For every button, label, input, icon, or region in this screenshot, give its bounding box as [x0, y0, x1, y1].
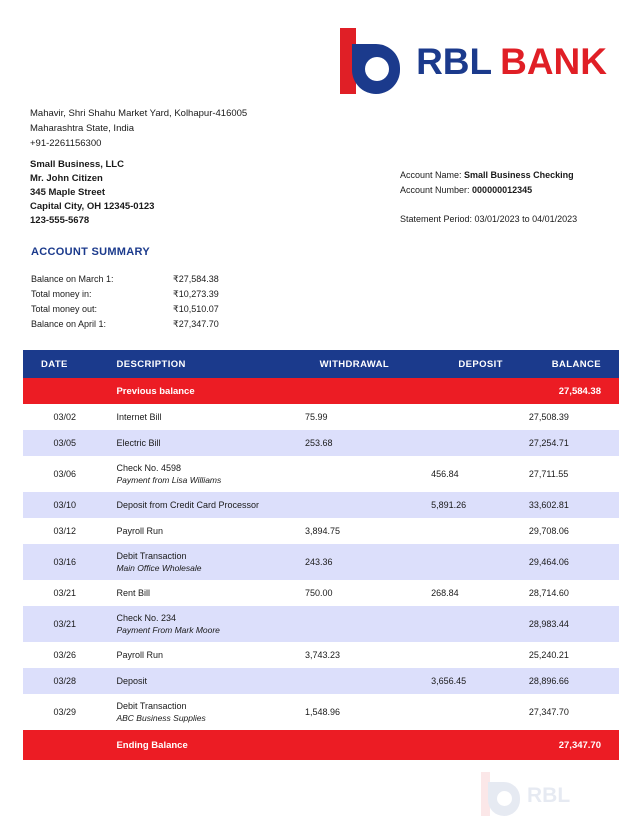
table-row — [23, 404, 619, 430]
ending-balance-date — [23, 730, 106, 760]
row-balance: 29,464.06 — [519, 544, 619, 580]
table-row — [23, 668, 619, 694]
summary-value: ₹10,273.39 — [173, 289, 219, 299]
header-date: DATE — [23, 350, 106, 378]
bank-logo — [340, 26, 607, 96]
watermark-logo — [455, 768, 625, 824]
row-withdrawal — [287, 606, 425, 642]
summary-row — [31, 272, 283, 287]
row-description — [106, 580, 286, 606]
row-description — [106, 492, 286, 518]
previous-balance-date — [23, 378, 106, 404]
row-deposit — [425, 404, 519, 430]
watermark-text: RBL — [527, 784, 571, 807]
ending-balance-withdrawal — [287, 730, 425, 760]
row-withdrawal: 253.68 — [287, 430, 425, 456]
summary-value: ₹27,584.38 — [173, 274, 219, 284]
row-withdrawal — [287, 456, 425, 492]
row-description — [106, 404, 286, 430]
row-balance: 33,602.81 — [519, 492, 619, 518]
summary-row — [31, 287, 283, 302]
table-row — [23, 544, 619, 580]
ending-balance-amount: 27,347.70 — [519, 730, 619, 760]
account-number-row — [400, 183, 577, 198]
bank-address-line1: Mahavir, Shri Shahu Market Yard, Kolhapur-416005 — [30, 108, 248, 119]
row-desc-sub: Main Office Wholesale — [116, 563, 202, 573]
row-balance: 27,254.71 — [519, 430, 619, 456]
rbl-logo-icon — [340, 28, 402, 94]
row-desc-main: Check No. 234 — [116, 613, 177, 623]
previous-balance-amount: 27,584.38 — [519, 378, 619, 404]
header-deposit: DEPOSIT — [425, 350, 519, 378]
header-withdrawal: WITHDRAWAL — [287, 350, 425, 378]
row-balance: 27,711.55 — [519, 456, 619, 492]
row-deposit — [425, 544, 519, 580]
customer-city: Capital City, OH 12345-0123 — [30, 201, 155, 212]
header-balance: BALANCE — [519, 350, 619, 378]
row-date: 03/05 — [23, 430, 106, 456]
table-row — [23, 430, 619, 456]
logo-blue-bowl — [352, 44, 400, 94]
row-balance: 28,896.66 — [519, 668, 619, 694]
account-summary-table — [31, 272, 283, 332]
account-name-value: Small Business Checking — [464, 170, 574, 180]
row-desc-main: Payroll Run — [116, 650, 163, 660]
row-balance: 29,708.06 — [519, 518, 619, 544]
row-deposit — [425, 518, 519, 544]
row-deposit: 5,891.26 — [425, 492, 519, 518]
previous-balance-row — [23, 378, 619, 404]
table-header-row — [23, 350, 619, 378]
row-withdrawal: 1,548.96 — [287, 694, 425, 730]
customer-name: Mr. John Citizen — [30, 173, 103, 184]
row-desc-main: Deposit from Credit Card Processor — [116, 500, 260, 510]
table-row — [23, 694, 619, 730]
previous-balance-label: Previous balance — [106, 378, 286, 404]
row-withdrawal: 243.36 — [287, 544, 425, 580]
row-desc-main: Deposit — [116, 676, 147, 686]
row-balance: 27,508.39 — [519, 404, 619, 430]
ending-balance-label: Ending Balance — [106, 730, 286, 760]
watermark-blue-bowl — [488, 782, 520, 816]
row-deposit — [425, 694, 519, 730]
row-description — [106, 642, 286, 668]
summary-label: Total money in: — [31, 289, 92, 299]
summary-value: ₹10,510.07 — [173, 304, 219, 314]
row-withdrawal: 750.00 — [287, 580, 425, 606]
row-withdrawal — [287, 492, 425, 518]
summary-label: Balance on March 1: — [31, 274, 114, 284]
summary-row — [31, 302, 283, 317]
logo-wordmark — [416, 40, 607, 82]
customer-address-block — [30, 158, 154, 228]
statement-period: Statement Period: 03/01/2023 to 04/01/2023 — [400, 214, 578, 224]
customer-company: Small Business, LLC — [30, 159, 124, 170]
row-balance: 27,347.70 — [519, 694, 619, 730]
row-withdrawal: 75.99 — [287, 404, 425, 430]
row-desc-main: Electric Bill — [116, 438, 161, 448]
row-date: 03/16 — [23, 544, 106, 580]
row-description — [106, 430, 286, 456]
row-desc-main: Check No. 4598 — [116, 463, 182, 473]
account-number-label: Account Number: — [400, 185, 470, 195]
logo-text-rbl: RBL — [416, 40, 493, 82]
row-date: 03/21 — [23, 580, 106, 606]
customer-phone: 123-555-5678 — [30, 215, 90, 226]
previous-balance-deposit — [425, 378, 519, 404]
table-row — [23, 642, 619, 668]
row-deposit: 3,656.45 — [425, 668, 519, 694]
summary-label: Total money out: — [31, 304, 98, 314]
row-desc-main: Internet Bill — [116, 412, 162, 422]
row-desc-main: Payroll Run — [116, 526, 163, 536]
bank-phone: +91-2261156300 — [30, 138, 102, 149]
table-row — [23, 518, 619, 544]
bank-address-line2: Maharashtra State, India — [30, 123, 135, 134]
row-desc-sub: Payment from Lisa Williams — [116, 475, 222, 485]
row-deposit — [425, 642, 519, 668]
table-row — [23, 580, 619, 606]
row-description — [106, 606, 286, 642]
row-deposit — [425, 606, 519, 642]
row-desc-main: Debit Transaction — [116, 701, 187, 711]
row-desc-sub: ABC Business Supplies — [116, 713, 206, 723]
table-row — [23, 456, 619, 492]
row-description — [106, 456, 286, 492]
row-deposit — [425, 430, 519, 456]
row-withdrawal — [287, 668, 425, 694]
table-row — [23, 606, 619, 642]
row-date: 03/12 — [23, 518, 106, 544]
row-description — [106, 668, 286, 694]
header-description: DESCRIPTION — [106, 350, 286, 378]
previous-balance-withdrawal — [287, 378, 425, 404]
row-description — [106, 544, 286, 580]
account-name-row — [400, 168, 577, 183]
customer-street: 345 Maple Street — [30, 187, 105, 198]
summary-value: ₹27,347.70 — [173, 319, 219, 329]
summary-row — [31, 317, 283, 332]
row-date: 03/28 — [23, 668, 106, 694]
row-date: 03/29 — [23, 694, 106, 730]
logo-text-bank: BANK — [500, 40, 607, 82]
account-summary-title: ACCOUNT SUMMARY — [31, 246, 150, 258]
bank-address-block — [30, 106, 247, 151]
ending-balance-row — [23, 730, 619, 760]
row-balance: 25,240.21 — [519, 642, 619, 668]
row-date: 03/21 — [23, 606, 106, 642]
row-desc-main: Debit Transaction — [116, 551, 187, 561]
row-balance: 28,983.44 — [519, 606, 619, 642]
row-date: 03/10 — [23, 492, 106, 518]
row-desc-main: Rent Bill — [116, 588, 150, 598]
row-date: 03/26 — [23, 642, 106, 668]
row-date: 03/02 — [23, 404, 106, 430]
row-balance: 28,714.60 — [519, 580, 619, 606]
row-date: 03/06 — [23, 456, 106, 492]
table-row — [23, 492, 619, 518]
row-deposit: 456.84 — [425, 456, 519, 492]
row-deposit: 268.84 — [425, 580, 519, 606]
row-description — [106, 694, 286, 730]
row-withdrawal: 3,743.23 — [287, 642, 425, 668]
account-name-label: Account Name: — [400, 170, 462, 180]
row-desc-sub: Payment From Mark Moore — [116, 625, 220, 635]
transactions-table — [23, 350, 619, 760]
account-number-value: 000000012345 — [472, 185, 533, 195]
row-withdrawal: 3,894.75 — [287, 518, 425, 544]
summary-label: Balance on April 1: — [31, 319, 107, 329]
ending-balance-deposit — [425, 730, 519, 760]
account-meta-block — [400, 168, 577, 227]
row-description — [106, 518, 286, 544]
